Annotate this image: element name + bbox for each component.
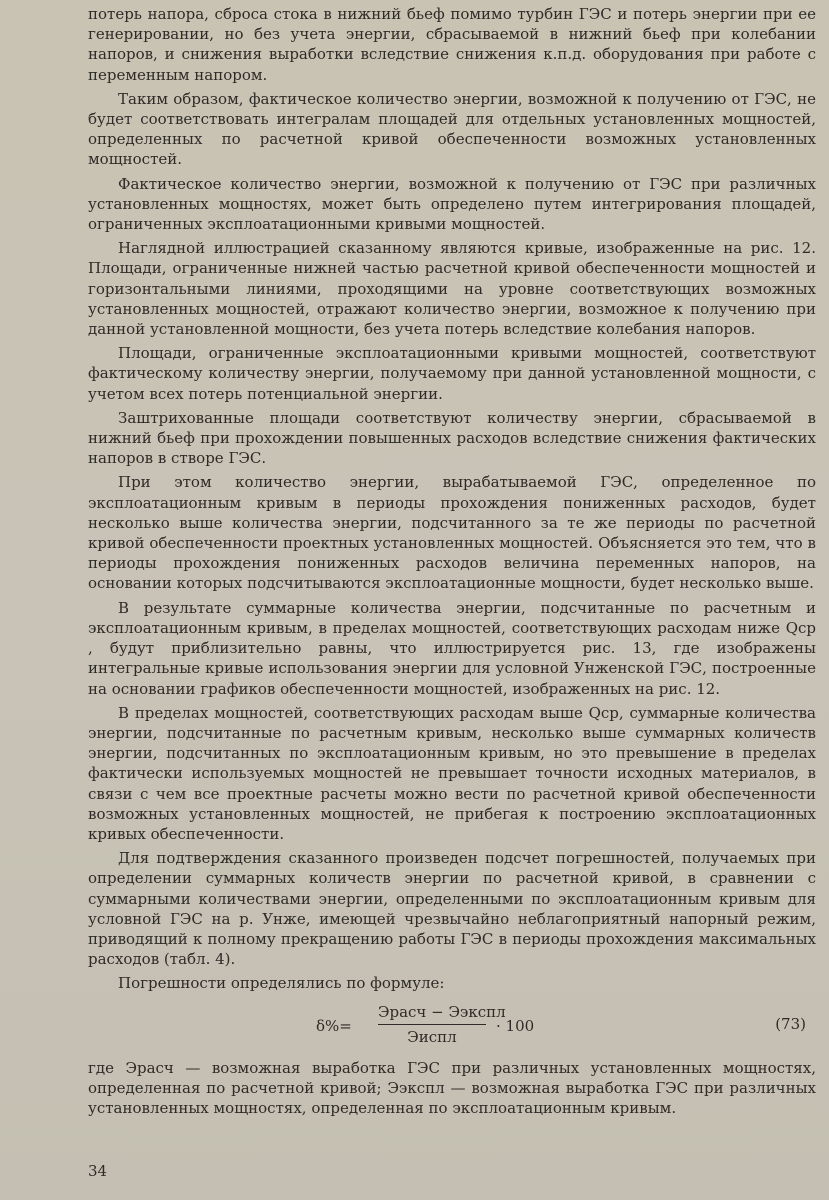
paragraph-3: Фактическое количество энергии, возможной к получению от ГЭС при различных установленных мощностях, может быть определено путем интегрирования площадей, ограниченных эксплоатационными кривыми мощностей.	[88, 174, 816, 234]
formula-denominator: Эиспл	[407, 1027, 457, 1046]
paragraph-10: Для подтверждения сказанного произведен подсчет погрешностей, получаемых при определении суммарных количеств энергии по расчетной кривой, в сравнении с суммарными количествами энергии, определенными по эксплоатационным кривым для условной ГЭС на р. Унже, имеющей чрезвычайно неблагоприятный напорный режим, приводящий к полному прекращению работы ГЭС в периоды прохождения максимальных расходов (табл. 4).	[88, 849, 816, 969]
formula-explanation: где Эрасч — возможная выработка ГЭС при различных установленных мощностях, определенная по расчетной кривой; Ээкспл — возможная выработка ГЭС при различных установленных мощностях, определенная по эксплоатационным кривым.	[88, 1058, 816, 1117]
paragraph-5: Площади, ограниченные эксплоатационными кривыми мощностей, соответствуют фактическому количеству энергии, получаемому при данной установленной мощности, с учетом всех потерь потенциальной энергии.	[88, 344, 816, 403]
formula-lhs: δ%=	[316, 1016, 352, 1035]
formula-number: (73)	[775, 1014, 806, 1033]
formula-numerator: Эрасч − Ээкспл	[378, 1002, 486, 1025]
body-text	[88, 4, 816, 1122]
paragraph-7: При этом количество энергии, вырабатываемой ГЭС, определенное по эксплоатационным кривым в периоды прохождения пониженных расходов, будет несколько выше количества энергии, подсчитанного за те же периоды по расчетной кривой обеспеченности проектных установленных мощностей. Объясняется это тем, что в периоды прохождения пониженных расходов величина переменных напоров, на основании которых подсчитываются эксплоатационные мощности, будет несколько выше.	[88, 473, 816, 593]
formula-multiplier: · 100	[496, 1016, 535, 1035]
paragraph-11: Погрешности определялись по формуле:	[118, 974, 445, 993]
paragraph-4: Наглядной иллюстрацией сказанному являются кривые, изображенные на рис. 12. Площади, ограниченные нижней частью расчетной кривой обеспеченности мощностей и горизонтальными линиями, проходящими на уровне соответствующих возможных установленных мощностей, отражают количество энергии, возможное к получению при данной установленной мощности, без учета потерь вследствие колебания напоров.	[88, 239, 816, 339]
paragraph-8: В результате суммарные количества энергии, подсчитанные по расчетным и эксплоатационным кривым, в пределах мощностей, соответствующих расходам ниже Qср , будут приблизительно равны, что иллюстрируется рис. 13, где изображены интегральные кривые использования энергии для условной Унженской ГЭС, построенные на основании графиков обеспеченности мощностей, изображенных на рис. 12.	[88, 598, 816, 698]
paragraph-1: потерь напора, сброса стока в нижний бьеф помимо турбин ГЭС и потерь энергии при ее генерировании, но без учета энергии, сбрасываемой в нижний бьеф при колебании напоров, и снижения выработки вследствие снижения к.п.д. оборудования при работе с переменным напором.	[88, 5, 816, 84]
paragraph-2: Таким образом, фактическое количество энергии, возможной к получению от ГЭС, не будет соответствовать интегралам площадей для отдельных установленных мощностей, определенных по расчетной кривой обеспеченности возможных установленных мощностей.	[88, 89, 816, 169]
paragraph-6: Заштрихованные площади соответствуют количеству энергии, сбрасываемой в нижний бьеф при прохождении повышенных расходов вследствие снижения фактических напоров в створе ГЭС.	[88, 408, 816, 468]
page-number: 34	[88, 1162, 108, 1180]
paragraph-9: В пределах мощностей, соответствующих расходам выше Qср, суммарные количества энергии, подсчитанные по расчетным кривым, несколько выше суммарных количеств энергии, подсчитанных по эксплоатационным кривым, но это превышение в пределах фактически используемых мощностей не превышает точности исходных материалов, в связи с чем все проектные расчеты можно вести по расчетной кривой обеспеченности возможных установленных мощностей, не прибегая к построению эксплоатационных кривых обеспеченности.	[88, 703, 816, 843]
formula-fraction	[378, 1002, 506, 1047]
formula-73	[88, 1002, 816, 1052]
